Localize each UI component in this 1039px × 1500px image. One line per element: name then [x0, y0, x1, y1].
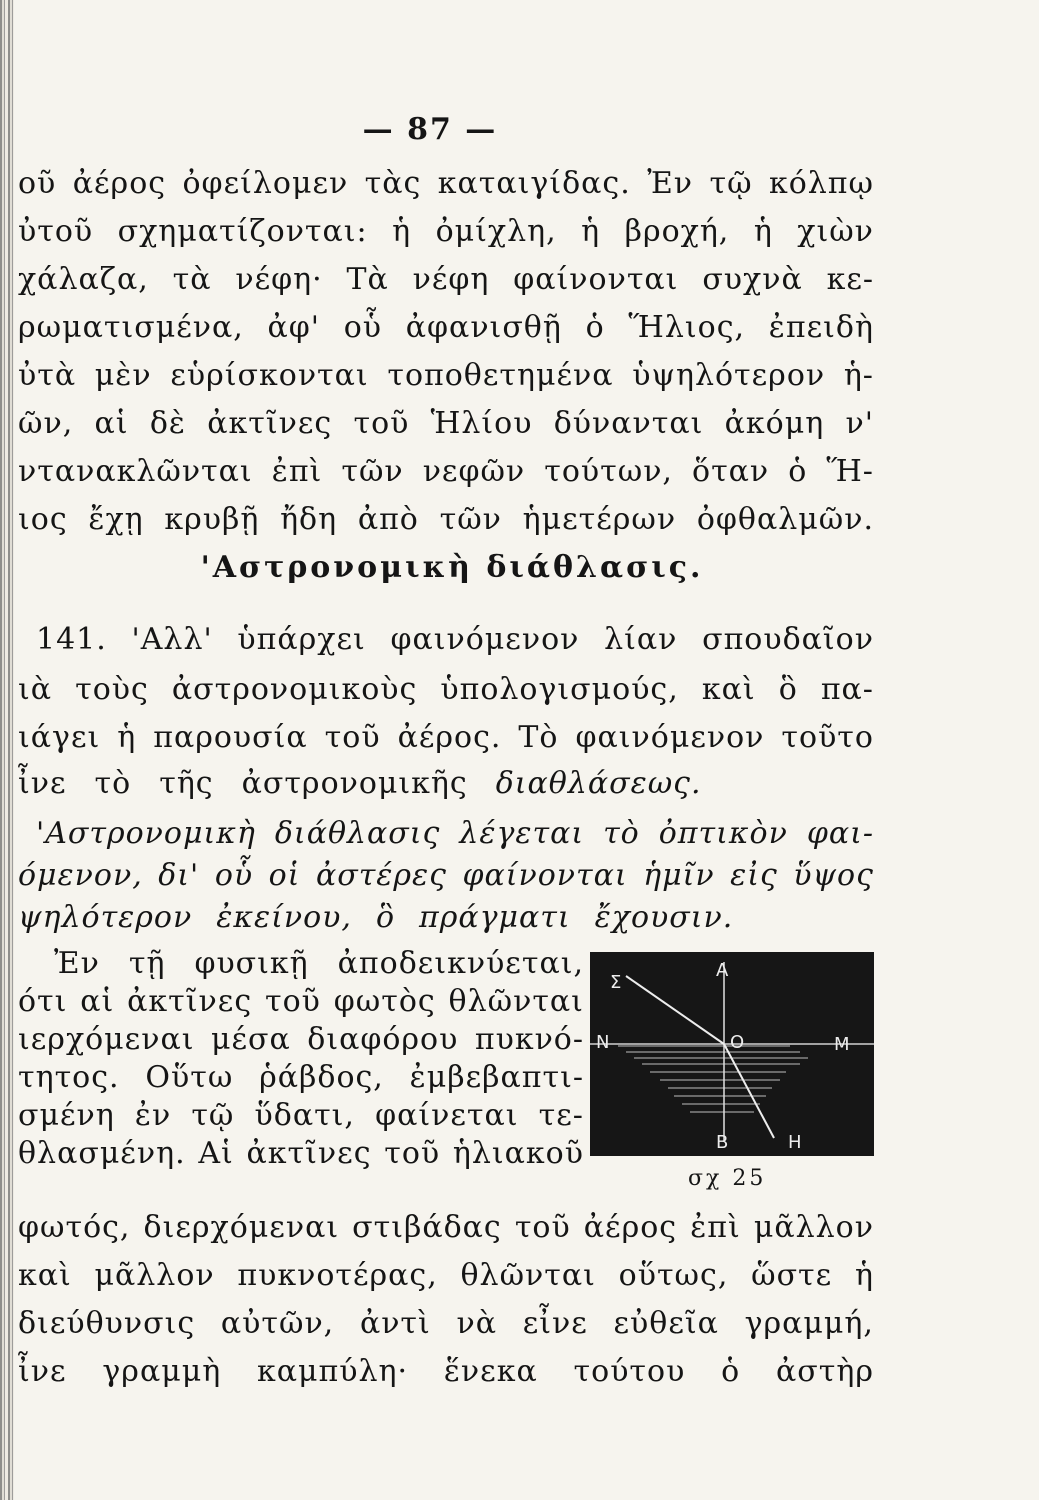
- text-line: [18, 1256, 874, 1296]
- word: αἱ: [94, 406, 129, 441]
- word: τοῦ: [264, 984, 321, 1019]
- word: φωτός,: [18, 1210, 131, 1245]
- word: τῶν: [341, 454, 404, 489]
- text-line: [18, 308, 874, 348]
- word: ἡ-: [843, 358, 874, 393]
- figure-caption: σχ 25: [688, 1166, 767, 1191]
- word: ὁ: [721, 1354, 741, 1389]
- word: οὗ: [214, 858, 254, 893]
- word: ἀέρος: [72, 166, 167, 201]
- word: όμενον,: [18, 858, 143, 893]
- text-line: [18, 814, 874, 854]
- word: ἀκτῖνες: [207, 406, 333, 441]
- word: γραμμή,: [744, 1306, 874, 1341]
- label-beta: Β: [716, 1132, 729, 1153]
- word: ιάγει: [18, 720, 101, 755]
- word: πράγματι: [419, 900, 571, 935]
- refraction-figure: [590, 952, 874, 1156]
- word: ὅταν: [692, 454, 770, 489]
- word: τοῦ: [514, 1210, 571, 1245]
- word: Ἐν: [647, 166, 694, 201]
- word: καὶ: [701, 672, 756, 707]
- word: τῶν: [439, 502, 502, 537]
- word: σμένη: [18, 1098, 115, 1133]
- word: νεφῶν: [422, 454, 526, 489]
- word: φαίνονται: [462, 858, 628, 893]
- word: τῷ: [191, 1098, 235, 1133]
- text-line: [18, 856, 874, 896]
- word: ἶνε: [18, 1354, 67, 1389]
- word: μᾶλλον: [94, 1258, 215, 1293]
- word: ἡ: [854, 1258, 874, 1293]
- text-line: [18, 1058, 584, 1098]
- word: ἀποδεικνύεται,: [337, 946, 584, 981]
- label-sigma: Σ: [610, 972, 622, 993]
- word: τοῦ: [384, 1136, 441, 1171]
- word: φαινόμενον: [575, 720, 765, 755]
- word: Ἐν: [54, 946, 100, 981]
- word: ιὰ: [18, 672, 53, 707]
- word: μᾶλλον: [753, 1210, 874, 1245]
- word: τὰ: [172, 262, 212, 297]
- text-line: [18, 212, 874, 252]
- word: ότι: [18, 984, 68, 1019]
- word: δὲ: [149, 406, 186, 441]
- text-line: [18, 500, 874, 540]
- text-line: [18, 356, 874, 396]
- word: ιερχόμεναι: [18, 1022, 195, 1057]
- word: ὐτοῦ: [18, 214, 94, 249]
- word: κρυβῇ: [164, 502, 260, 537]
- word: 'Αστρονομικὴ: [36, 816, 256, 851]
- word: ἀκόμη: [724, 406, 825, 441]
- word: μὲν: [94, 358, 152, 393]
- word: ὑψηλότερον: [632, 358, 826, 393]
- word: δύνανται: [553, 406, 704, 441]
- word: τε-: [538, 1098, 584, 1133]
- word: τοποθετημένα: [387, 358, 614, 393]
- word: κόλπῳ: [768, 166, 874, 201]
- word: ὐτὰ: [18, 358, 77, 393]
- word: Τὰ: [346, 262, 389, 297]
- word: τητος.: [18, 1060, 120, 1095]
- word: γραμμὴ: [102, 1354, 222, 1389]
- word: χάλαζα,: [18, 262, 149, 297]
- word: πυκνοτέρας,: [237, 1258, 438, 1293]
- text-line: [18, 260, 874, 300]
- word: τοὺς: [75, 672, 149, 707]
- word: ἀστρονομικῆς: [241, 766, 468, 801]
- label-omicron: Ο: [730, 1032, 745, 1053]
- word: τὰς: [364, 166, 422, 201]
- word: ἀστὴρ: [776, 1354, 874, 1389]
- word: ν': [845, 406, 874, 441]
- word: δι': [158, 858, 200, 893]
- word: ἀκτῖνες: [127, 984, 253, 1019]
- word: νὰ: [456, 1306, 497, 1341]
- word: χιὼν: [797, 214, 874, 249]
- word: ὀφείλομεν: [182, 166, 349, 201]
- word: ἔχουσιν.: [594, 900, 734, 935]
- word: ἀστρονομικοὺς: [171, 672, 418, 707]
- word: μέσα: [210, 1022, 291, 1057]
- word: ἀκτῖνες: [246, 1136, 372, 1171]
- text-line: [18, 1020, 584, 1060]
- word: φυσικῇ: [194, 946, 309, 981]
- word: 'Αλλ': [131, 622, 213, 657]
- word: αἱ: [80, 984, 115, 1019]
- word: ιος: [18, 502, 68, 537]
- word: θλῶνται: [460, 1258, 596, 1293]
- word: διαφόρου: [307, 1022, 459, 1057]
- word: ἐπειδὴ: [768, 310, 874, 345]
- text-line: [18, 944, 584, 984]
- section-heading: 'Αστρονομικὴ διάθλασις.: [200, 550, 704, 585]
- word: καὶ: [18, 1258, 72, 1293]
- text-line: [18, 670, 874, 710]
- word: παρουσία: [153, 720, 308, 755]
- word: πυκνό-: [474, 1022, 584, 1057]
- text-line: [18, 764, 702, 804]
- text-line: [18, 1304, 874, 1344]
- word: ἀφ': [267, 310, 321, 345]
- text-line: [18, 1134, 584, 1174]
- word: ὀμίχλη,: [435, 214, 557, 249]
- text-line: [18, 982, 584, 1022]
- word: ἀπὸ: [357, 502, 419, 537]
- text-line: [18, 718, 874, 758]
- word: φαίνεται: [375, 1098, 519, 1133]
- word: ἀέρος: [583, 1210, 678, 1245]
- word: φωτὸς: [333, 984, 436, 1019]
- word: βροχή,: [624, 214, 730, 249]
- word: ῥάβδος,: [259, 1060, 384, 1095]
- word: τούτου: [573, 1354, 686, 1389]
- word: Ἡλίου: [430, 406, 533, 441]
- word: ἡ: [117, 720, 137, 755]
- word: ντανακλῶνται: [18, 454, 253, 489]
- word: κε-: [826, 262, 874, 297]
- word: οῦ: [18, 166, 57, 201]
- word: εἰς: [730, 858, 778, 893]
- label-nu: Ν: [596, 1032, 610, 1053]
- word: εὐθεῖα: [613, 1306, 719, 1341]
- word: Αἱ: [198, 1136, 234, 1171]
- text-line: [18, 620, 874, 660]
- word: αὐτῶν,: [220, 1306, 335, 1341]
- word: καταιγίδας.: [437, 166, 631, 201]
- section-number: 141.: [36, 622, 107, 657]
- word: ὥστε: [751, 1258, 833, 1293]
- label-eta: Η: [788, 1132, 802, 1153]
- page-number: — 87 —: [362, 112, 498, 147]
- text-line: [18, 1352, 874, 1392]
- word: ἡλιακοῦ: [452, 1136, 584, 1171]
- word: ὀφθαλμῶν.: [696, 502, 874, 537]
- word: θλασμένη.: [18, 1136, 186, 1171]
- word: εὑρίσκονται: [170, 358, 369, 393]
- word: τοῦ: [324, 720, 381, 755]
- text-line: [18, 1096, 584, 1136]
- word: ἔχῃ: [88, 502, 144, 537]
- word: ἀφανισθῇ: [405, 310, 562, 345]
- word: ὑπολογισμούς,: [440, 672, 679, 707]
- refraction-diagram: [590, 952, 874, 1156]
- text-line: [18, 452, 874, 492]
- word: λέγεται: [459, 816, 585, 851]
- word: ὀπτικὸν: [658, 816, 788, 851]
- word: Οὕτω: [145, 1060, 234, 1095]
- word: Ἥ-: [826, 454, 874, 489]
- word: ὃ: [778, 672, 798, 707]
- word: ἡ: [581, 214, 601, 249]
- word: φαινόμενον: [390, 622, 580, 657]
- text-line: [18, 404, 874, 444]
- word: ἐν: [134, 1098, 172, 1133]
- word: ὕδατι,: [254, 1098, 355, 1133]
- word: τοῦ: [353, 406, 410, 441]
- word: συχνὰ: [702, 262, 803, 297]
- label-alpha: Α: [716, 960, 729, 981]
- word: σχηματίζονται:: [117, 214, 368, 249]
- label-mu: Μ: [834, 1034, 850, 1055]
- word: θλῶνται: [448, 984, 584, 1019]
- figure-background: [590, 952, 874, 1156]
- word: τοῦτο: [781, 720, 874, 755]
- text-line: [18, 1208, 874, 1248]
- word: ἀστέρες: [315, 858, 447, 893]
- word: Ἥλιος,: [628, 310, 746, 345]
- word: ἀέρος.: [397, 720, 502, 755]
- text-line: [18, 898, 733, 938]
- word: ἤδη: [280, 502, 338, 537]
- word: Τὸ: [518, 720, 559, 755]
- word: ἡ: [753, 214, 773, 249]
- word: ἐπὶ: [271, 454, 323, 489]
- word: τούτων,: [544, 454, 673, 489]
- word: τῷ: [709, 166, 753, 201]
- word: ἐπὶ: [690, 1210, 741, 1245]
- word: τῇ: [128, 946, 166, 981]
- word: διαθλάσεως.: [495, 766, 702, 801]
- text-line: [18, 164, 874, 204]
- word: πα-: [820, 672, 874, 707]
- word: ὁ: [788, 454, 808, 489]
- word: τὸ: [94, 766, 132, 801]
- word: οἱ: [268, 858, 301, 893]
- word: ὑπάρχει: [237, 622, 366, 657]
- word: διερχόμεναι: [143, 1210, 340, 1245]
- word: στιβάδας: [352, 1210, 502, 1245]
- word: λίαν: [604, 622, 678, 657]
- word: ὃ: [375, 900, 395, 935]
- word: τῆς: [159, 766, 214, 801]
- word: φαίνονται: [513, 262, 679, 297]
- word: οὗ: [343, 310, 383, 345]
- word: ρωματισμένα,: [18, 310, 244, 345]
- word: ἡμῖν: [643, 858, 715, 893]
- word: νέφη·: [235, 262, 323, 297]
- book-binding-edge: [0, 0, 14, 1500]
- word: ἡ: [392, 214, 412, 249]
- word: ἀντὶ: [359, 1306, 431, 1341]
- word: τὸ: [603, 816, 640, 851]
- word: σπουδαῖον: [702, 622, 874, 657]
- word: καμπύλη·: [257, 1354, 408, 1389]
- word: ὕψος: [793, 858, 874, 893]
- word: νέφη: [412, 262, 490, 297]
- word: ψηλότερον: [18, 900, 193, 935]
- word: ὁ: [585, 310, 605, 345]
- word: ἶνε: [18, 766, 67, 801]
- word: ῶν,: [18, 406, 74, 441]
- word: διάθλασις: [274, 816, 441, 851]
- word: ἐμβεβαπτι-: [409, 1060, 584, 1095]
- word: ἐκείνου,: [216, 900, 352, 935]
- word: φαι-: [806, 816, 874, 851]
- word: διεύθυνσις: [18, 1306, 196, 1341]
- word: ἡμετέρων: [522, 502, 677, 537]
- word: οὕτως,: [618, 1258, 729, 1293]
- word: εἶνε: [522, 1306, 588, 1341]
- word: ἕνεκα: [443, 1354, 538, 1389]
